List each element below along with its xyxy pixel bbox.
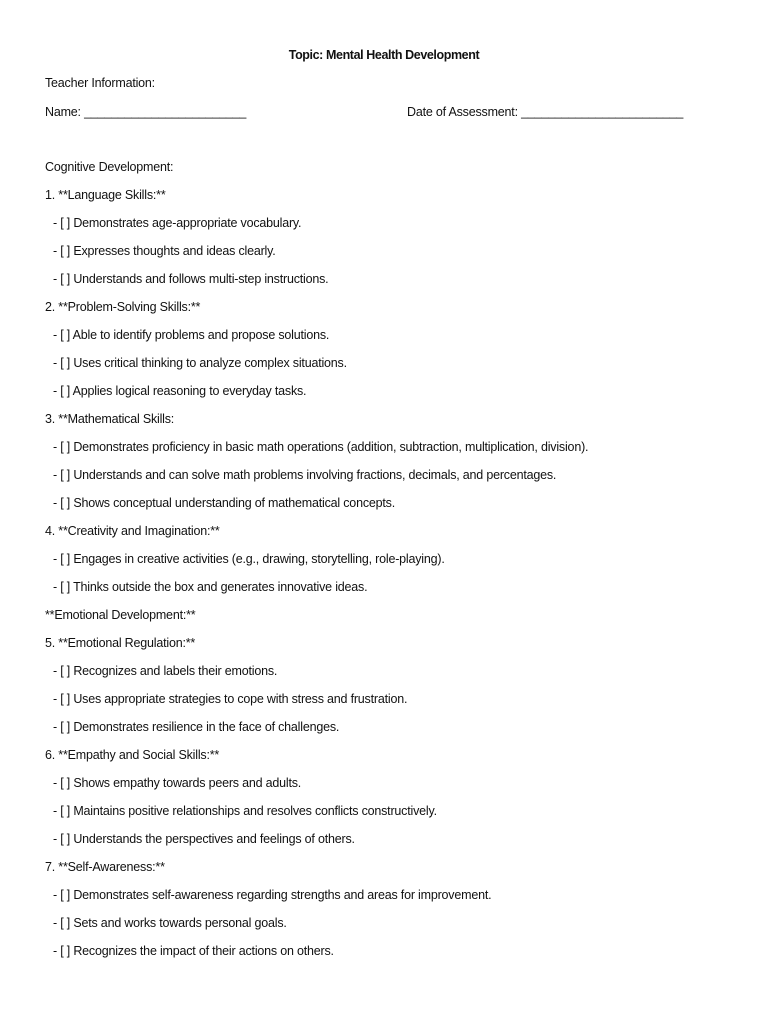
section-heading: 6. **Empathy and Social Skills:**	[45, 748, 220, 762]
checklist-item: - [ ] Shows empathy towards peers and adults.	[53, 776, 302, 790]
document-title: Topic: Mental Health Development	[288, 48, 480, 62]
checklist-item: - [ ] Demonstrates proficiency in basic math operations (addition, subtraction, multiplication, division).	[53, 440, 589, 454]
section-heading: 1. **Language Skills:**	[45, 188, 166, 202]
checklist-item: - [ ] Demonstrates resilience in the face of challenges.	[53, 720, 340, 734]
section-heading: 7. **Self-Awareness:**	[45, 860, 165, 874]
checklist-item: - [ ] Recognizes and labels their emotions.	[53, 664, 278, 678]
checklist-item: - [ ] Engages in creative activities (e.g., drawing, storytelling, role-playing).	[53, 552, 445, 566]
section-heading: 5. **Emotional Regulation:**	[45, 636, 196, 650]
checklist-item: - [ ] Uses critical thinking to analyze complex situations.	[53, 356, 347, 370]
section-heading: 3. **Mathematical Skills:	[45, 412, 175, 426]
checklist-item: - [ ] Uses appropriate strategies to cope with stress and frustration.	[53, 692, 408, 706]
checklist-item: - [ ] Shows conceptual understanding of mathematical concepts.	[53, 496, 395, 510]
section-heading: 4. **Creativity and Imagination:**	[45, 524, 220, 538]
checklist-item: - [ ] Maintains positive relationships and resolves conflicts constructively.	[53, 804, 437, 818]
checklist-item: - [ ] Able to identify problems and propose solutions.	[53, 328, 330, 342]
checklist-item: - [ ] Understands the perspectives and feelings of others.	[53, 832, 355, 846]
checklist-item: - [ ] Understands and can solve math problems involving fractions, decimals, and percentages.	[53, 468, 557, 482]
checklist-item: - [ ] Thinks outside the box and generates innovative ideas.	[53, 580, 368, 594]
checklist-item: - [ ] Applies logical reasoning to everyday tasks.	[53, 384, 307, 398]
checklist-item: - [ ] Expresses thoughts and ideas clearly.	[53, 244, 276, 258]
checklist-item: - [ ] Demonstrates age-appropriate vocabulary.	[53, 216, 302, 230]
teacher-info-heading: Teacher Information:	[45, 76, 155, 90]
section-heading: 2. **Problem-Solving Skills:**	[45, 300, 201, 314]
checklist-item: - [ ] Understands and follows multi-step instructions.	[53, 272, 329, 286]
section-heading: **Emotional Development:**	[45, 608, 196, 622]
checklist-item: - [ ] Sets and works towards personal goals.	[53, 916, 287, 930]
checklist-item: - [ ] Recognizes the impact of their actions on others.	[53, 944, 334, 958]
date-of-assessment-field: Date of Assessment: ________________________	[407, 105, 684, 119]
section-heading: Cognitive Development:	[45, 160, 174, 174]
name-field: Name: ________________________	[45, 105, 247, 119]
checklist-item: - [ ] Demonstrates self-awareness regarding strengths and areas for improvement.	[53, 888, 492, 902]
